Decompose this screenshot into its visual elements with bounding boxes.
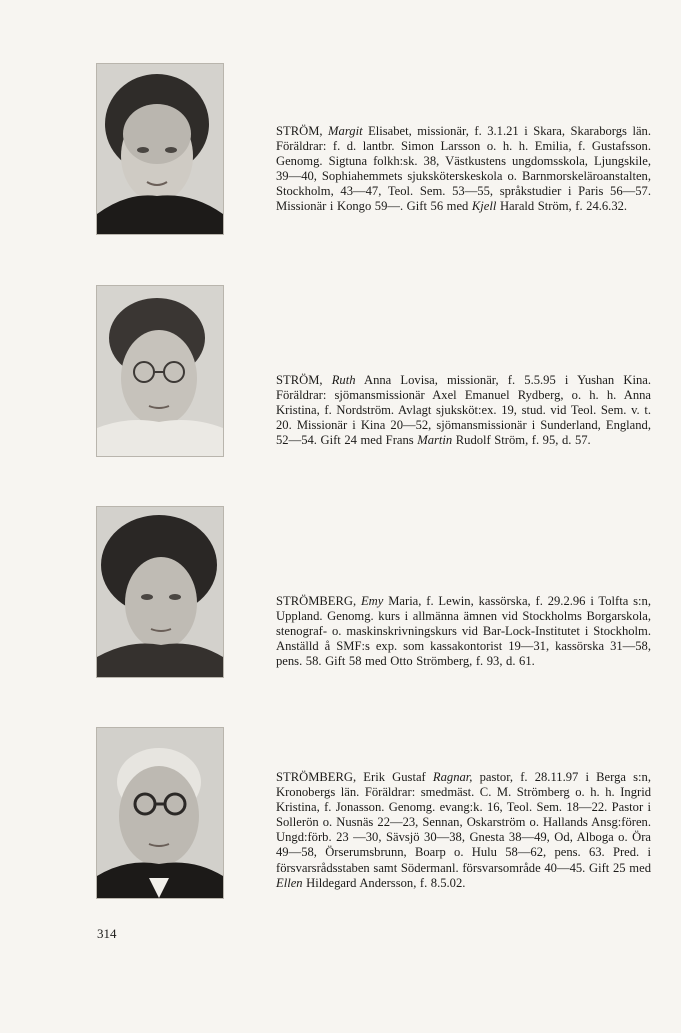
surname: STRÖM, <box>276 124 323 138</box>
portrait-woman-curly-icon <box>97 507 223 677</box>
bio-body-end: Harald Ström, f. 24.6.32. <box>496 199 628 214</box>
surname: STRÖM, <box>276 373 323 387</box>
bio-body: Maria, f. Lewin, kassörska, f. 29.2.96 i Tolfta s:n, Uppland. Genomg. kurs i allmänna ämnen vid Stockholms Borgarskola, stenograf- o. maskinskrivningskurs vid Bar-Lock-Institutet i Stockholm. Anställd å SMF:s exp. som kassakontorist 19—31, kassörska 31—58, pens. 58. Gift 58 med Otto Strömberg, f. 93, d. 61. <box>276 594 651 669</box>
portrait-woman-glasses-icon <box>97 286 223 456</box>
spouse-name: Kjell <box>471 199 497 214</box>
portrait-photo-4 <box>96 727 224 899</box>
bio-body: Anna Lovisa, missionär, f. 5.5.95 i Yushan Kina. Föräldrar: sjömansmissionär Axel Emanuel Rydberg, o. h. h. Anna Kristina, f. Nordström. Avlagt sjuksköt:ex. 19, stud. vid Teol. Sem. v. t. 20. Missionär i Kina 20—52, sjömansmissionär i Sunderland, England, 52—54. Gift 24 med Frans <box>276 373 651 448</box>
bio-body-end: Rudolf Ström, f. 95, d. 57. <box>452 433 591 448</box>
bio-body: Elisabet, missionär, f. 3.1.21 i Skara, Skaraborgs län. Föräldrar: f. d. lantbr. Simon Larsson o. h. h. Emilia, f. Gustafsson. Genomg. Sigtuna folkh:sk. 38, Västkustens ungdomsskola, Ljungskile, 39—40, Sophiahemmets sjuksköterskeskola o. Barnmorskeläroanstalten, Stockholm, 43—47, Teol. Sem. 53—55, språkstudier i Paris 56—57. Missionär i Kongo 59—. Gift 56 med <box>276 124 651 214</box>
spouse-name: Martin <box>417 433 453 448</box>
bio-body-end: Hildegard Andersson, f. 8.5.02. <box>302 875 466 890</box>
portrait-photo-3 <box>96 506 224 678</box>
given-name: Emy <box>360 594 384 608</box>
surname: STRÖMBERG, <box>276 594 357 608</box>
portrait-photo-2 <box>96 285 224 457</box>
portrait-photo-1 <box>96 63 224 235</box>
spouse-name: Ellen <box>276 875 303 890</box>
bio-text-3 <box>276 594 651 669</box>
page-number: 314 <box>97 926 117 941</box>
surname: STRÖMBERG, <box>276 770 357 784</box>
given-name: Ruth <box>331 373 356 387</box>
bio-text-2 <box>276 373 651 448</box>
bio-text-1 <box>276 124 651 215</box>
bio-text-4 <box>276 770 651 891</box>
bio-body: pastor, f. 28.11.97 i Berga s:n, Kronobergs län. Föräldrar: smedmäst. C. M. Strömberg o. h. h. Ingrid Kristina, f. Jonasson. Genomg. evang:k. 16, Teol. Sem. 18—22. Pastor i Sollerön o. Nusnäs 22—23, Sennan, Oskarström o. Hallands Ansg:fören. Ungd:förb. 23 —30, Sävsjö 30—38, Gnesta 38—49, Od, Alboga o. Öra 49—58, Örserumsbrunn, Boarp o. Hulu 58—62, pens. 63. Pred. i försvarsrådsstaben samt Södermanl. försvarsområde 40—45. Gift 25 med <box>276 770 652 875</box>
given-name: Margit <box>328 124 363 138</box>
portrait-man-glasses-icon <box>97 728 223 898</box>
portrait-woman-icon <box>97 64 223 234</box>
given-names: Erik Gustaf <box>356 770 433 784</box>
given-name: Ragnar, <box>432 770 473 784</box>
